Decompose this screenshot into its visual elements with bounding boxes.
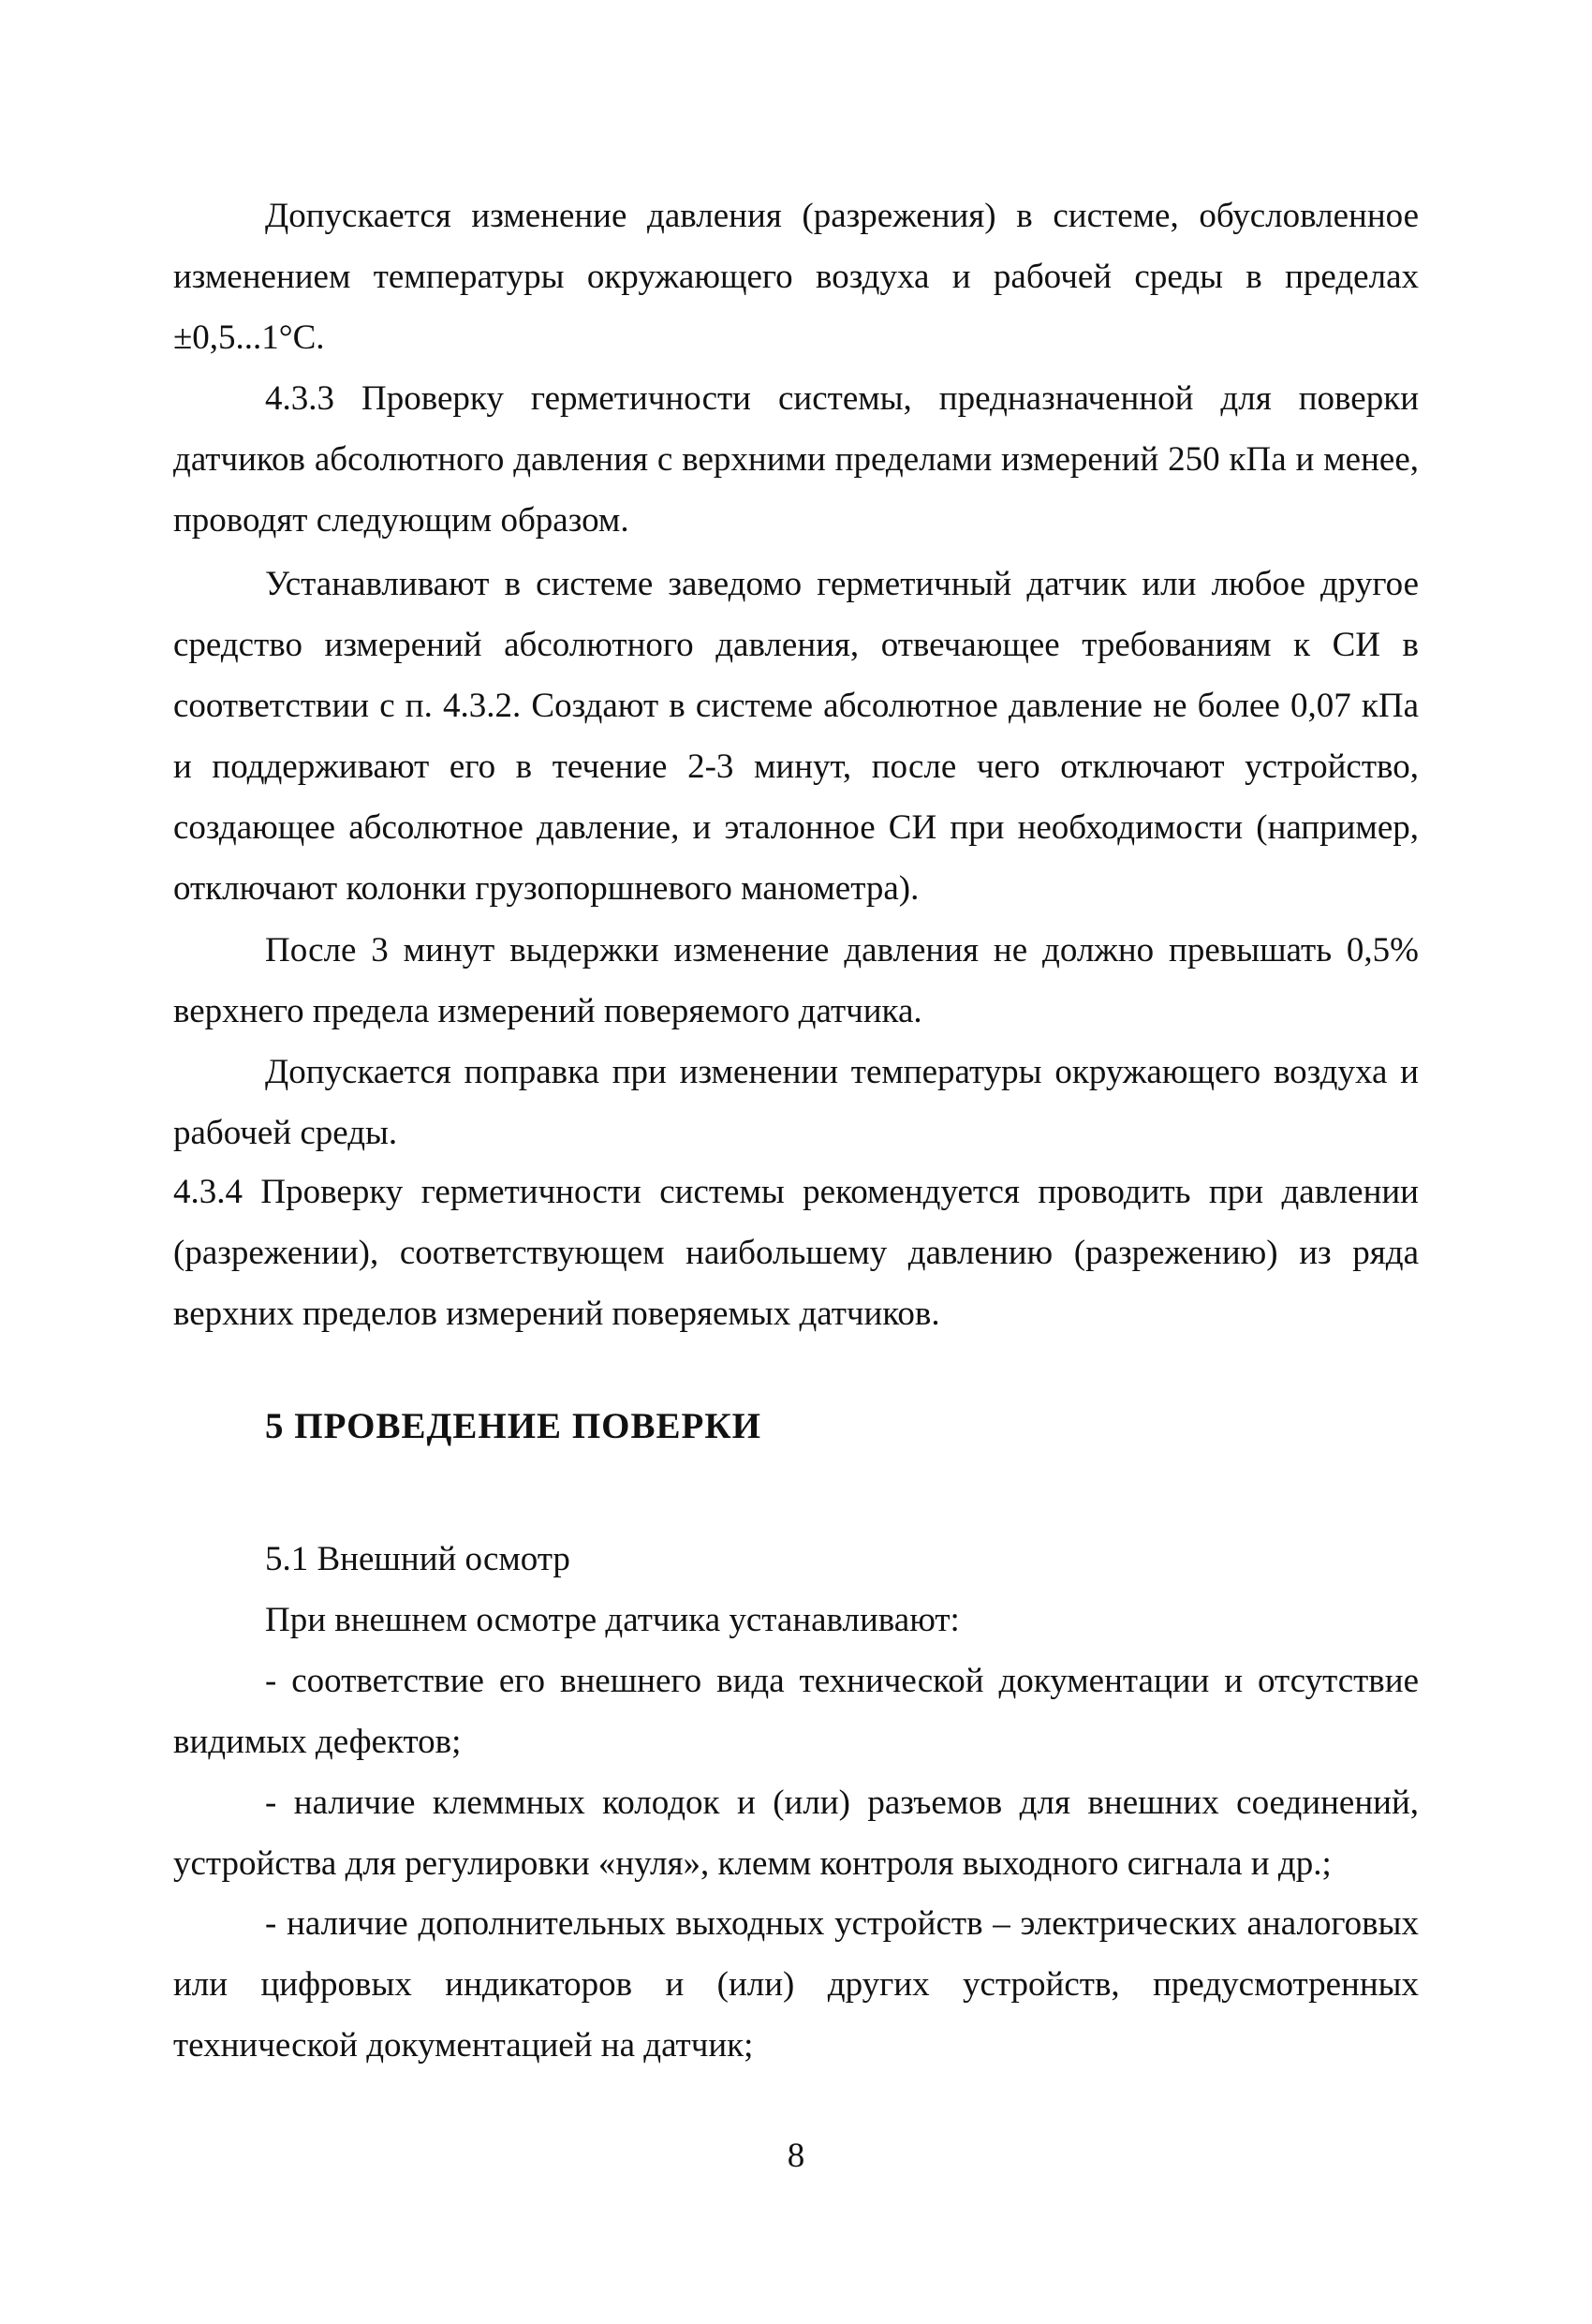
paragraph-pressure-change-allowance: Допускается изменение давления (разрежения) в системе, обусловленное изменением температуры окружающего воздуха и рабочей среды в пределах ±0,5...1°С. [173,197,1419,357]
list-item-output-devices: - наличие дополнительных выходных устройств – электрических аналоговых или цифровых индикаторов и (или) других устройств, предусмотренных технической документацией на датчик; [173,1904,1419,2065]
page-number: 8 [787,2137,805,2175]
paragraph-4-3-3: 4.3.3 Проверку герметичности системы, предназначенной для поверки датчиков абсолютного давления с верхними пределами измерений 250 кПа и менее, проводят следующим образом. [173,379,1419,540]
list-item-appearance: - соответствие его внешнего вида технической документации и отсутствие видимых дефектов; [173,1662,1419,1761]
list-item-terminals: - наличие клеммных колодок и (или) разъемов для внешних соединений, устройства для регулировки «нуля», клемм контроля выходного сигнала и др.; [173,1784,1419,1883]
subsection-title-5-1: 5.1 Внешний осмотр [265,1540,570,1578]
paragraph-temperature-correction: Допускается поправка при изменении температуры окружающего воздуха и рабочей среды. [173,1053,1419,1152]
paragraph-after-3-minutes: После 3 минут выдержки изменение давления не должно превышать 0,5% верхнего предела измерений поверяемого датчика. [173,931,1419,1030]
section-heading: 5 ПРОВЕДЕНИЕ ПОВЕРКИ [265,1406,761,1446]
paragraph-install-sensor: Устанавливают в системе заведомо герметичный датчик или любое другое средство измерений абсолютного давления, отвечающее требованиям к СИ в соответствии с п. 4.3.2. Создают в системе абсолютное давление не более 0,07 кПа и поддерживают его в течение 2-3 минут, после чего отключают устройство, создающее абсолютное давление, и эталонное СИ при необходимости (например, отключают колонки грузопоршневого манометра). [173,565,1419,908]
paragraph-external-inspection-intro: При внешнем осмотре датчика устанавливают: [265,1601,960,1639]
paragraph-4-3-4: 4.3.4 Проверку герметичности системы рекомендуется проводить при давлении (разрежении), соответствующем наибольшему давлению (разрежению) из ряда верхних пределов измерений поверяемых датчиков. [173,1173,1419,1333]
